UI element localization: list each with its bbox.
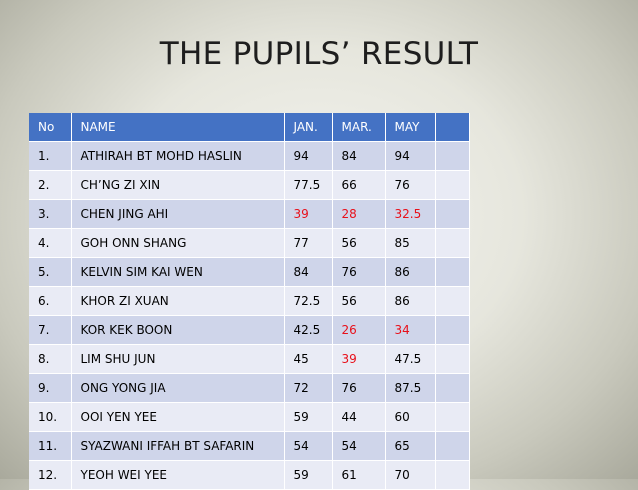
cell-jan: 59 [284, 461, 332, 490]
cell-mar: 76 [332, 374, 385, 403]
cell-may: 47.5 [385, 345, 435, 374]
cell-name: KELVIN SIM KAI WEN [71, 258, 284, 287]
cell-empty [435, 345, 469, 374]
cell-mar: 56 [332, 229, 385, 258]
cell-name: CH’NG ZI XIN [71, 171, 284, 200]
cell-may: 65 [385, 432, 435, 461]
header-mar: MAR. [332, 113, 385, 142]
cell-mar: 39 [332, 345, 385, 374]
cell-empty [435, 432, 469, 461]
cell-jan: 72 [284, 374, 332, 403]
cell-mar: 61 [332, 461, 385, 490]
cell-may: 32.5 [385, 200, 435, 229]
cell-may: 85 [385, 229, 435, 258]
cell-no: 1. [29, 142, 71, 171]
table-row [29, 142, 469, 171]
header-name: NAME [71, 113, 284, 142]
cell-may: 70 [385, 461, 435, 490]
cell-jan: 45 [284, 345, 332, 374]
slide-title: THE PUPILS’ RESULT [159, 36, 479, 72]
cell-name: GOH ONN SHANG [71, 229, 284, 258]
cell-mar: 26 [332, 316, 385, 345]
cell-may: 76 [385, 171, 435, 200]
cell-empty [435, 229, 469, 258]
cell-no: 12. [29, 461, 71, 490]
cell-no: 3. [29, 200, 71, 229]
table-row [29, 403, 469, 432]
cell-name: KOR KEK BOON [71, 316, 284, 345]
cell-mar: 44 [332, 403, 385, 432]
cell-jan: 94 [284, 142, 332, 171]
table-row [29, 229, 469, 258]
cell-no: 10. [29, 403, 71, 432]
table-row [29, 432, 469, 461]
cell-empty [435, 374, 469, 403]
cell-empty [435, 316, 469, 345]
cell-mar: 76 [332, 258, 385, 287]
cell-mar: 66 [332, 171, 385, 200]
cell-may: 60 [385, 403, 435, 432]
cell-empty [435, 171, 469, 200]
cell-jan: 84 [284, 258, 332, 287]
cell-empty [435, 258, 469, 287]
cell-jan: 77 [284, 229, 332, 258]
cell-name: LIM SHU JUN [71, 345, 284, 374]
cell-no: 8. [29, 345, 71, 374]
cell-name: YEOH WEI YEE [71, 461, 284, 490]
cell-mar: 56 [332, 287, 385, 316]
cell-mar: 28 [332, 200, 385, 229]
results-table [29, 113, 470, 490]
cell-jan: 77.5 [284, 171, 332, 200]
table-row [29, 461, 469, 490]
cell-may: 86 [385, 258, 435, 287]
cell-may: 34 [385, 316, 435, 345]
cell-jan: 39 [284, 200, 332, 229]
table-row [29, 345, 469, 374]
cell-no: 9. [29, 374, 71, 403]
cell-empty [435, 287, 469, 316]
cell-may: 87.5 [385, 374, 435, 403]
header-no: No [29, 113, 71, 142]
cell-name: SYAZWANI IFFAH BT SAFARIN [71, 432, 284, 461]
cell-empty [435, 461, 469, 490]
table-row [29, 316, 469, 345]
header-may: MAY [385, 113, 435, 142]
cell-no: 2. [29, 171, 71, 200]
cell-empty [435, 200, 469, 229]
table-row [29, 287, 469, 316]
cell-may: 94 [385, 142, 435, 171]
cell-empty [435, 403, 469, 432]
cell-no: 5. [29, 258, 71, 287]
header-row [29, 113, 469, 142]
cell-no: 4. [29, 229, 71, 258]
table-row [29, 200, 469, 229]
cell-name: ONG YONG JIA [71, 374, 284, 403]
cell-jan: 72.5 [284, 287, 332, 316]
cell-name: OOI YEN YEE [71, 403, 284, 432]
table-row [29, 258, 469, 287]
header-jan: JAN. [284, 113, 332, 142]
cell-mar: 54 [332, 432, 385, 461]
cell-name: ATHIRAH BT MOHD HASLIN [71, 142, 284, 171]
cell-may: 86 [385, 287, 435, 316]
cell-no: 7. [29, 316, 71, 345]
cell-name: CHEN JING AHI [71, 200, 284, 229]
cell-empty [435, 142, 469, 171]
cell-jan: 54 [284, 432, 332, 461]
header-empty [435, 113, 469, 142]
cell-jan: 42.5 [284, 316, 332, 345]
cell-no: 11. [29, 432, 71, 461]
cell-jan: 59 [284, 403, 332, 432]
table-row [29, 374, 469, 403]
cell-no: 6. [29, 287, 71, 316]
cell-mar: 84 [332, 142, 385, 171]
cell-name: KHOR ZI XUAN [71, 287, 284, 316]
table-row [29, 171, 469, 200]
